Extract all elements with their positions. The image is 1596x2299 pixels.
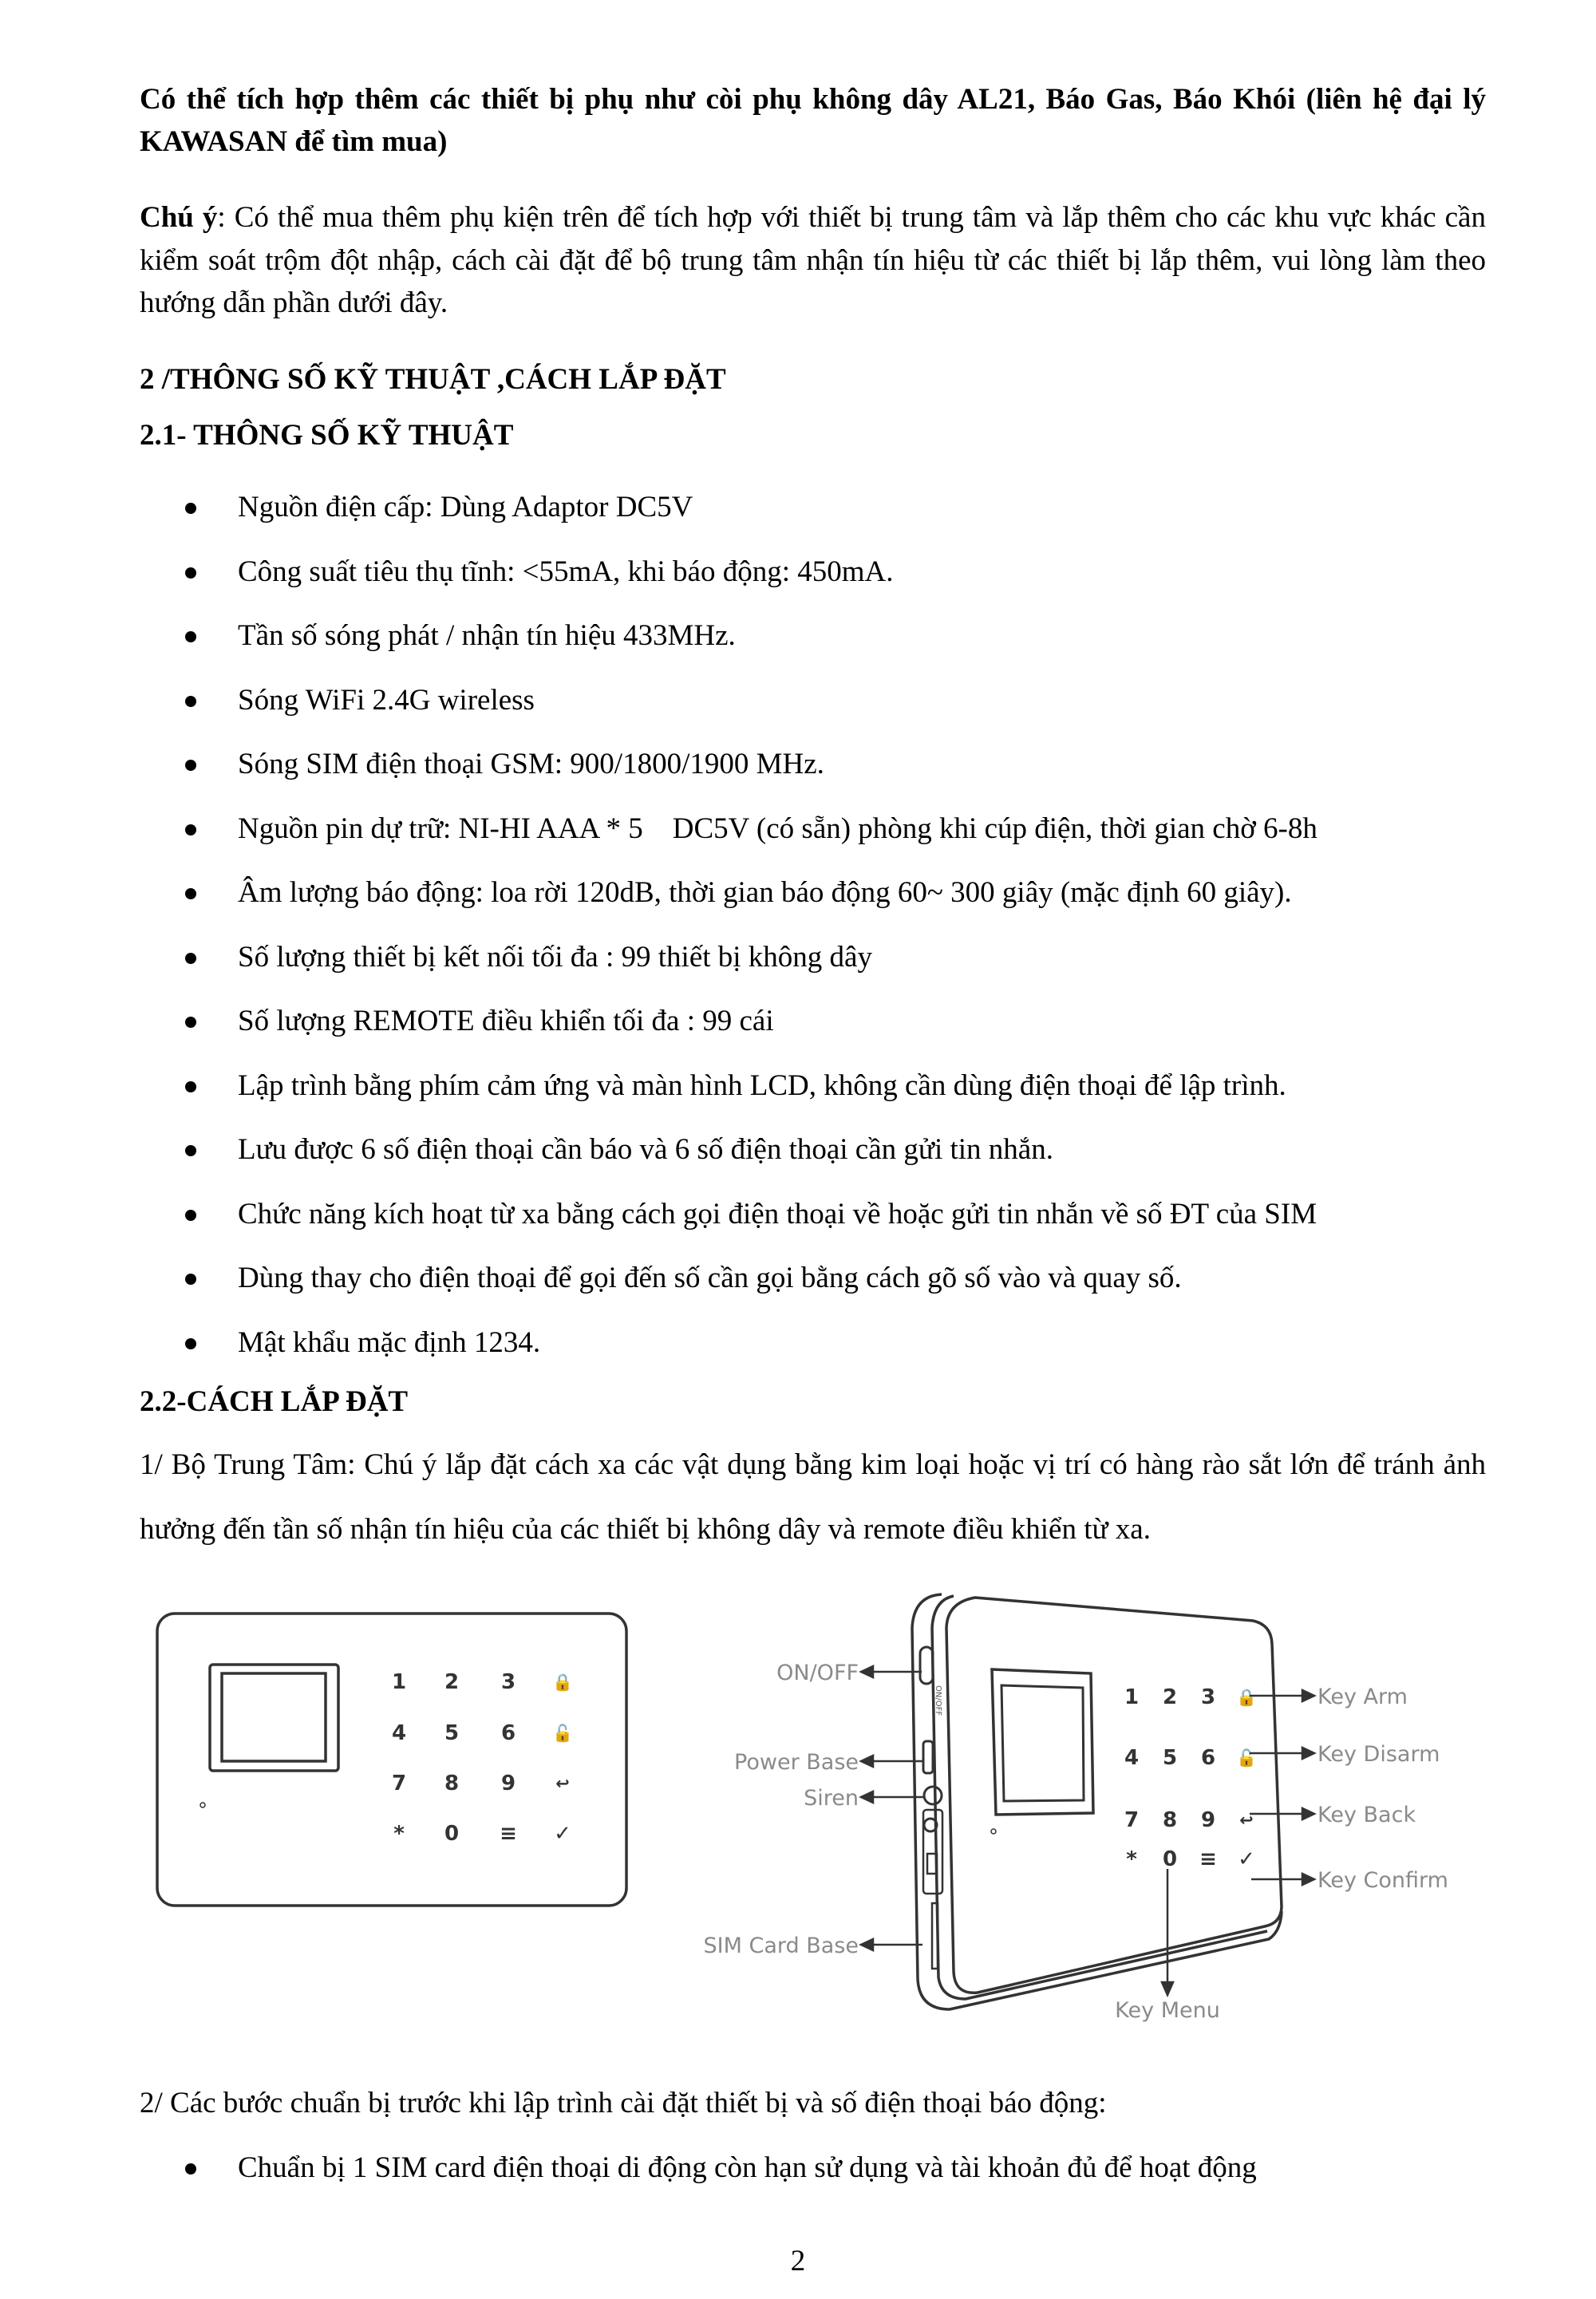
spec-item-text: Số lượng thiết bị kết nối tối đa : 99 thiết bị không dây [238, 940, 872, 974]
label-key-disarm: Key Disarm [1317, 1742, 1440, 1767]
device-front-screen-bezel [210, 1665, 338, 1771]
side-key: 0 [1162, 1847, 1178, 1871]
intro-line-2: KAWASAN để tìm mua) [140, 125, 448, 158]
power-port [923, 1741, 933, 1773]
section-2-title: 2 /THÔNG SỐ KỸ THUẬT ,CÁCH LẮP ĐẶT [140, 363, 726, 396]
bullet-icon [185, 1338, 196, 1349]
spec-item-text: Sóng WiFi 2.4G wireless [238, 683, 535, 717]
spec-item-text: Chức năng kích hoạt từ xa bằng cách gọi điện thoại về hoặc gửi tin nhắn về số ĐT của SIM [238, 1197, 1317, 1230]
section-2-2-title: 2.2-CÁCH LẮP ĐẶT [140, 1385, 409, 1418]
label-siren: Siren [804, 1786, 859, 1811]
bullet-icon [185, 824, 196, 835]
spec-item-text: Công suất tiêu thụ tĩnh: <55mA, khi báo động: 450mA. [238, 555, 894, 588]
device-side-body [912, 1594, 1282, 2009]
arrowhead-key-disarm [1302, 1748, 1314, 1759]
label-power-base: Power Base [734, 1750, 859, 1775]
front-key: 2 [444, 1670, 460, 1694]
section-2-1-title: 2.1- THÔNG SỐ KỸ THUẬT [140, 419, 514, 452]
bullet-icon [185, 503, 196, 514]
bullet-icon [185, 1017, 196, 1028]
side-key: 3 [1200, 1685, 1216, 1709]
device-front-screen [222, 1673, 326, 1761]
side-unlock-icon: 🔓 [1236, 1748, 1257, 1768]
spec-item-text: Dùng thay cho điện thoại để gọi đến số cần gọi bằng cách gõ số vào và quay số. [238, 1262, 1182, 1294]
front-unlock-icon: 🔓 [552, 1724, 573, 1743]
front-key: ✓ [554, 1822, 571, 1846]
spec-item-text: Âm lượng báo động: loa rời 120dB, thời gian báo động 60~ 300 giây (mặc định 60 giây). [238, 876, 1292, 909]
side-back-icon: ↩ [1239, 1811, 1254, 1830]
device-diagram [0, 1580, 1596, 2059]
arrowhead-key-menu [1162, 1982, 1173, 1995]
front-key: 8 [444, 1772, 460, 1795]
side-key: 5 [1162, 1746, 1178, 1770]
side-key: 1 [1124, 1685, 1140, 1709]
note-line-3: hướng dẫn phần dưới đây. [140, 286, 448, 319]
intro-line-1: Có thể tích hợp thêm các thiết bị phụ như còi phụ không dây AL21, Báo Gas, Báo Khói (liên hệ đại lý [140, 83, 1486, 116]
side-key: 8 [1162, 1808, 1178, 1832]
install-line-2: hưởng đến tần số nhận tín hiệu của các thiết bị không dây và remote điều khiển từ xa. [140, 1513, 1151, 1546]
side-key: 7 [1124, 1808, 1140, 1832]
spec-item-text: Tần số sóng phát / nhận tín hiệu 433MHz. [238, 619, 736, 652]
prep-title: 2/ Các bước chuẩn bị trước khi lập trình cài đặt thiết bị và số điện thoại báo động: [140, 2087, 1107, 2119]
front-key: 5 [444, 1721, 460, 1745]
front-lock-icon: 🔒 [552, 1673, 573, 1692]
bullet-icon [185, 1210, 196, 1221]
front-key: 1 [391, 1670, 407, 1694]
siren-port [924, 1787, 942, 1804]
bullet-icon [185, 696, 196, 707]
note-line-2: kiểm soát trộm đột nhập, cách cài đặt để bộ trung tâm nhận tín hiệu từ các thiết bị lắp thêm, vui lòng làm theo [140, 244, 1486, 277]
front-key: ≡ [500, 1822, 517, 1846]
spec-item-text: Lập trình bằng phím cảm ứng và màn hình LCD, không cần dùng điện thoại để lập trình. [238, 1069, 1286, 1102]
sim-slot [932, 1903, 938, 1969]
arrowhead-siren [861, 1791, 873, 1803]
side-key: ≡ [1199, 1847, 1217, 1871]
spec-item-text: Sóng SIM điện thoại GSM: 900/1800/1900 MHz. [238, 748, 824, 780]
bullet-icon [185, 631, 196, 642]
side-key: 4 [1124, 1746, 1140, 1770]
label-on-off: ON/OFF [776, 1661, 859, 1685]
front-back-icon: ↩ [555, 1774, 570, 1793]
spec-item-text: Nguồn điện cấp: Dùng Adaptor DC5V [238, 491, 693, 523]
spec-item-text: Số lượng REMOTE điều khiển tối đa : 99 cái [238, 1005, 774, 1037]
arrowhead-key-confirm [1302, 1874, 1314, 1885]
front-key: 9 [500, 1772, 516, 1795]
note-label: Chú ý [140, 201, 218, 234]
front-key: 3 [500, 1670, 516, 1694]
arrowhead-sim-card-base [861, 1939, 873, 1950]
side-on-off-text: ON/OFF [934, 1685, 942, 1716]
side-key: ✓ [1238, 1847, 1255, 1871]
label-key-back: Key Back [1317, 1803, 1416, 1827]
spec-item-text: Mật khẩu mặc định 1234. [238, 1325, 541, 1359]
bullet-icon [185, 2163, 196, 2175]
device-front-keypad [392, 1670, 573, 1846]
front-key: 7 [391, 1772, 407, 1795]
label-sim-card-base: SIM Card Base [703, 1934, 859, 1958]
device-front-view [157, 1614, 626, 1906]
front-key: 0 [444, 1822, 460, 1846]
label-key-confirm: Key Confirm [1317, 1868, 1448, 1893]
device-side-view [912, 1594, 1282, 2009]
on-off-switch [920, 1647, 933, 1684]
side-key: 9 [1200, 1808, 1216, 1832]
spec-item-text: Lưu được 6 số điện thoại cần báo và 6 số điện thoại cần gửi tin nhắn. [238, 1133, 1053, 1166]
side-lock-icon: 🔒 [1236, 1688, 1257, 1707]
arrowhead-on-off [861, 1666, 873, 1677]
bullet-icon [185, 953, 196, 964]
bullet-icon [185, 1274, 196, 1285]
arrowhead-power-base [861, 1756, 873, 1767]
device-side-keypad [1124, 1685, 1257, 1871]
bullet-icon [185, 1145, 196, 1156]
front-key: * [393, 1822, 405, 1846]
spec-item-text: Nguồn pin dự trữ: NI-HI AAA * 5 DC5V (có sẵn) phòng khi cúp điện, thời gian chờ 6-8h [238, 812, 1317, 845]
front-key: 4 [391, 1721, 407, 1745]
arrowhead-key-back [1302, 1808, 1314, 1819]
side-key: 6 [1200, 1746, 1216, 1770]
bullet-icon [185, 760, 196, 771]
label-key-arm: Key Arm [1317, 1685, 1408, 1709]
device-front-led [200, 1803, 205, 1807]
side-key: * [1126, 1847, 1137, 1871]
bullet-icon [185, 1081, 196, 1092]
prep-item-text: Chuẩn bị 1 SIM card điện thoại di động còn hạn sử dụng và tài khoản đủ để hoạt động [238, 2151, 1257, 2184]
device-front-body [157, 1614, 626, 1906]
note-line-1 [140, 202, 1486, 234]
install-line-1: 1/ Bộ Trung Tâm: Chú ý lắp đặt cách xa các vật dụng bằng kim loại hoặc vị trí có hàng rào sắt lớn để tránh ảnh [140, 1448, 1486, 1481]
bullet-icon [185, 567, 196, 579]
front-key: 6 [500, 1721, 516, 1745]
port-cover [923, 1810, 942, 1894]
label-key-menu: Key Menu [1115, 1998, 1220, 2023]
side-key: 2 [1162, 1685, 1178, 1709]
bullet-icon [185, 888, 196, 899]
device-side-screen [1001, 1685, 1084, 1801]
device-side-screen-bezel [992, 1669, 1093, 1815]
arrowhead-key-arm [1302, 1690, 1314, 1701]
note-line-1-text: : Có thể mua thêm phụ kiện trên để tích hợp với thiết bị trung tâm và lắp thêm cho các khu vực khác cần [217, 201, 1486, 234]
page-number: 2 [790, 2245, 806, 2277]
device-side-led [991, 1829, 996, 1834]
